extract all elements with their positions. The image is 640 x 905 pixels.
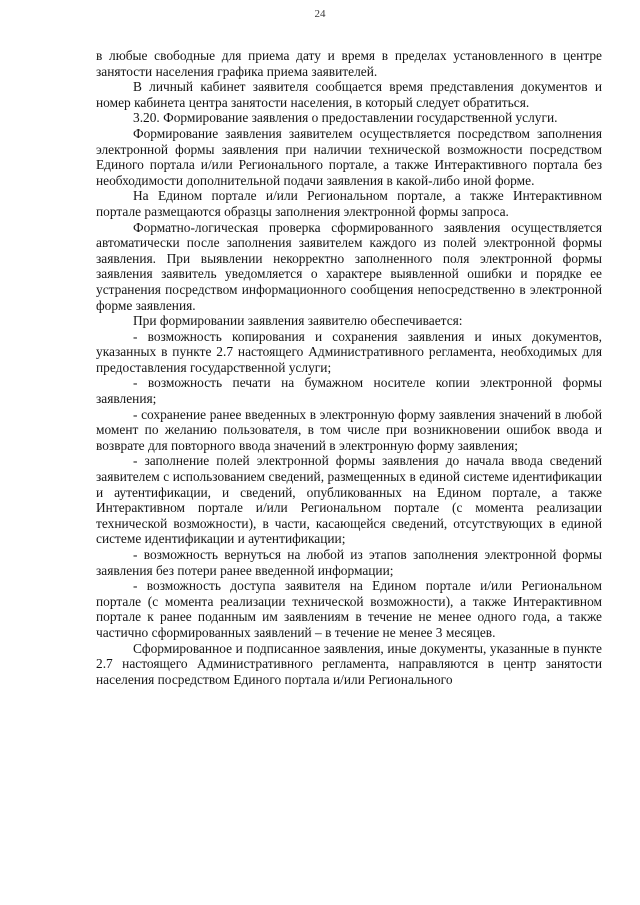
list-item-saving: - сохранение ранее введенных в электронную форму заявления значений в любой момент по желанию пользователя, в том числе при возникновении ошибок ввода и возврате для повторного ввода значений в электронную форму заявления; [96,406,602,453]
page-number: 24 [314,8,326,20]
paragraph-continuation: в любые свободные для приема дату и время в пределах установленного в центре занятости населения графика приема заявителей. [96,48,602,79]
paragraph-samples: На Едином портале и/или Региональном портале, а также Интерактивном портале размещаются образцы заполнения электронной формы запроса. [96,188,602,219]
list-item-printing: - возможность печати на бумажном носителе копии электронной формы заявления; [96,375,602,407]
paragraph-submission-routing: Сформированное и подписанное заявления, иные документы, указанные в пункте 2.7 настоящего Административного регламента, направляются в центр занятости населения посредством Единого портала и/или Регионального [96,640,602,687]
document-body [96,48,602,687]
paragraph-format-check: Форматно-логическая проверка сформированного заявления осуществляется автоматически после заполнения заявителем каждого из полей электронной формы заявления. При выявлении некорректно заполненного поля электронной формы заявления заявитель уведомляется о характере выявленной ошибки и порядке ее устранения посредством информационного сообщения непосредственно в электронной форме заявления. [96,219,602,313]
list-item-copying: - возможность копирования и сохранения заявления и иных документов, указанных в пункте 2.7 настоящего Административного регламента, необходимых для предоставления государственной услуги; [96,328,602,375]
list-item-return-to-step: - возможность вернуться на любой из этапов заполнения электронной формы заявления без потери ранее введенной информации; [96,547,602,578]
list-item-prefill: - заполнение полей электронной формы заявления до начала ввода сведений заявителем с использованием сведений, размещенных в единой системе идентификации и аутентификации, и сведений, опубликованных на Едином портале, а также Интерактивном портале и/или Региональном портале (с момента реализации технической возможности), в части, касающейся сведений, отсутствующих в единой системе идентификации и аутентификации; [96,453,602,547]
paragraph-form-submission: Формирование заявления заявителем осуществляется посредством заполнения электронной формы заявления при наличии технической возможности посредством Единого портала и/или Регионального портале, а также Интерактивного портала без необходимости дополнительной подачи заявления в какой-либо иной форме. [96,125,602,188]
section-heading-3-20: 3.20. Формирование заявления о предоставлении государственной услуги. [133,110,558,126]
list-item-access-history: - возможность доступа заявителя на Едином портале и/или Региональном портале (с момента реализации технической возможности), а также Интерактивном портале к ранее поданным им заявлениям в течение не менее одного года, а также частично сформированных заявлений – в течение не менее 3 месяцев. [96,578,602,640]
paragraph-provisions-intro: При формировании заявления заявителю обеспечивается: [133,313,463,329]
paragraph-personal-cabinet: В личный кабинет заявителя сообщается время представления документов и номер кабинета центра занятости населения, в который следует обратиться. [96,79,602,110]
